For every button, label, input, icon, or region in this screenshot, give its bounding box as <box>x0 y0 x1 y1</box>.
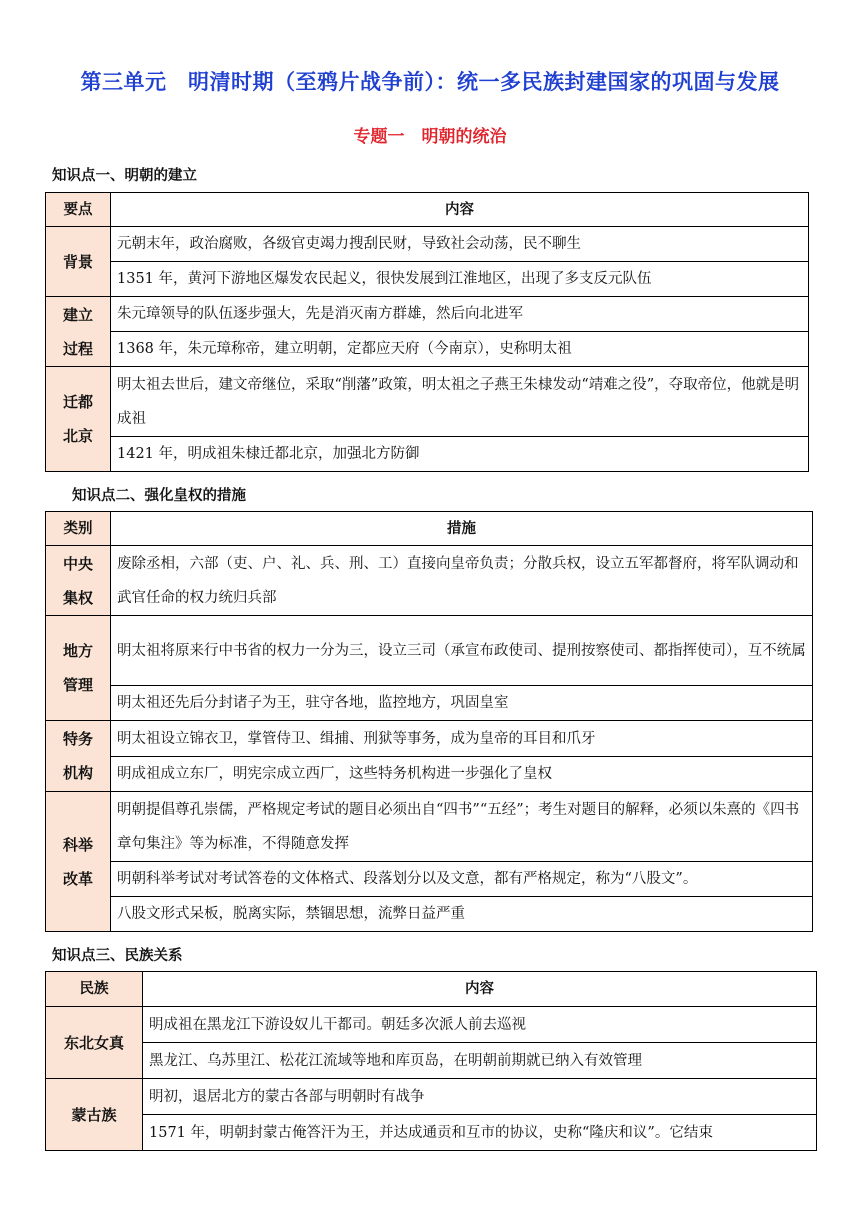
table-cell: 朱元璋领导的队伍逐步强大，先是消灭南方群雄，然后向北进军 <box>111 297 809 332</box>
table-header-content: 内容 <box>111 193 809 227</box>
section1-title: 知识点一、明朝的建立 <box>52 168 197 184</box>
table-ethnic-relations <box>45 971 817 1151</box>
table-cell: 明初，退居北方的蒙古各部与明朝时有战争 <box>143 1079 817 1115</box>
table-header-key: 民族 <box>46 972 143 1007</box>
table-cell: 1571 年，明朝封蒙古俺答汗为王，并达成通贡和互市的协议，史称“隆庆和议”。它结束 <box>143 1115 817 1151</box>
table-cell: 1351 年，黄河下游地区爆发农民起义，很快发展到江淮地区，出现了多支反元队伍 <box>111 262 809 297</box>
table-cell: 废除丞相，六部（吏、户、礼、兵、刑、工）直接向皇帝负责；分散兵权，设立五军都督府，将军队调动和武官任命的权力统归兵部 <box>111 546 813 616</box>
table-header-key: 类别 <box>46 512 111 546</box>
row-category: 迁都 北京 <box>46 367 111 472</box>
table-cell: 明朝提倡尊孔崇儒，严格规定考试的题目必须出自“四书”“五经”；考生对题目的解释，必须以朱熹的《四书章句集注》等为标准，不得随意发挥 <box>111 792 813 862</box>
row-category: 中央 集权 <box>46 546 111 616</box>
row-category: 特务 机构 <box>46 721 111 792</box>
table-cell: 明太祖还先后分封诸子为王，驻守各地，监控地方，巩固皇室 <box>111 686 813 721</box>
row-category: 地方 管理 <box>46 616 111 721</box>
row-category: 科举 改革 <box>46 792 111 932</box>
row-category: 建立 过程 <box>46 297 111 367</box>
row-category: 背景 <box>46 227 111 297</box>
table-imperial-power <box>45 511 813 932</box>
table-cell: 黑龙江、乌苏里江、松花江流域等地和库页岛，在明朝前期就已纳入有效管理 <box>143 1043 817 1079</box>
section3-title: 知识点三、民族关系 <box>52 948 183 964</box>
table-cell: 明成祖在黑龙江下游设奴儿干都司。朝廷多次派人前去巡视 <box>143 1007 817 1043</box>
row-category: 蒙古族 <box>46 1079 143 1151</box>
table-cell: 明成祖成立东厂，明宪宗成立西厂，这些特务机构进一步强化了皇权 <box>111 757 813 792</box>
table-cell: 明太祖去世后，建文帝继位，采取“削藩”政策，明太祖之子燕王朱棣发动“靖难之役”，夺取帝位，他就是明成祖 <box>111 367 809 437</box>
table-ming-founding <box>45 192 809 472</box>
section2-title: 知识点二、强化皇权的措施 <box>72 488 246 504</box>
table-cell: 明太祖将原来行中书省的权力一分为三，设立三司（承宣布政使司、提刑按察使司、都指挥使司），互不统属 <box>111 616 813 686</box>
row-category: 东北女真 <box>46 1007 143 1079</box>
table-cell: 八股文形式呆板，脱离实际，禁锢思想，流弊日益严重 <box>111 897 813 932</box>
topic-title: 专题一 明朝的统治 <box>353 127 507 147</box>
table-header-content: 措施 <box>111 512 813 546</box>
table-cell: 元朝末年，政治腐败，各级官吏竭力搜刮民财，导致社会动荡，民不聊生 <box>111 227 809 262</box>
table-header-key: 要点 <box>46 193 111 227</box>
table-cell: 明朝科举考试对考试答卷的文体格式、段落划分以及文意，都有严格规定，称为“八股文”。 <box>111 862 813 897</box>
unit-title: 第三单元 明清时期（至鸦片战争前）：统一多民族封建国家的巩固与发展 <box>80 70 780 94</box>
table-cell: 明太祖设立锦衣卫，掌管侍卫、缉捕、刑狱等事务，成为皇帝的耳目和爪牙 <box>111 721 813 757</box>
table-cell: 1368 年，朱元璋称帝，建立明朝，定都应天府（今南京），史称明太祖 <box>111 332 809 367</box>
table-cell: 1421 年，明成祖朱棣迁都北京，加强北方防御 <box>111 437 809 472</box>
table-header-content: 内容 <box>143 972 817 1007</box>
